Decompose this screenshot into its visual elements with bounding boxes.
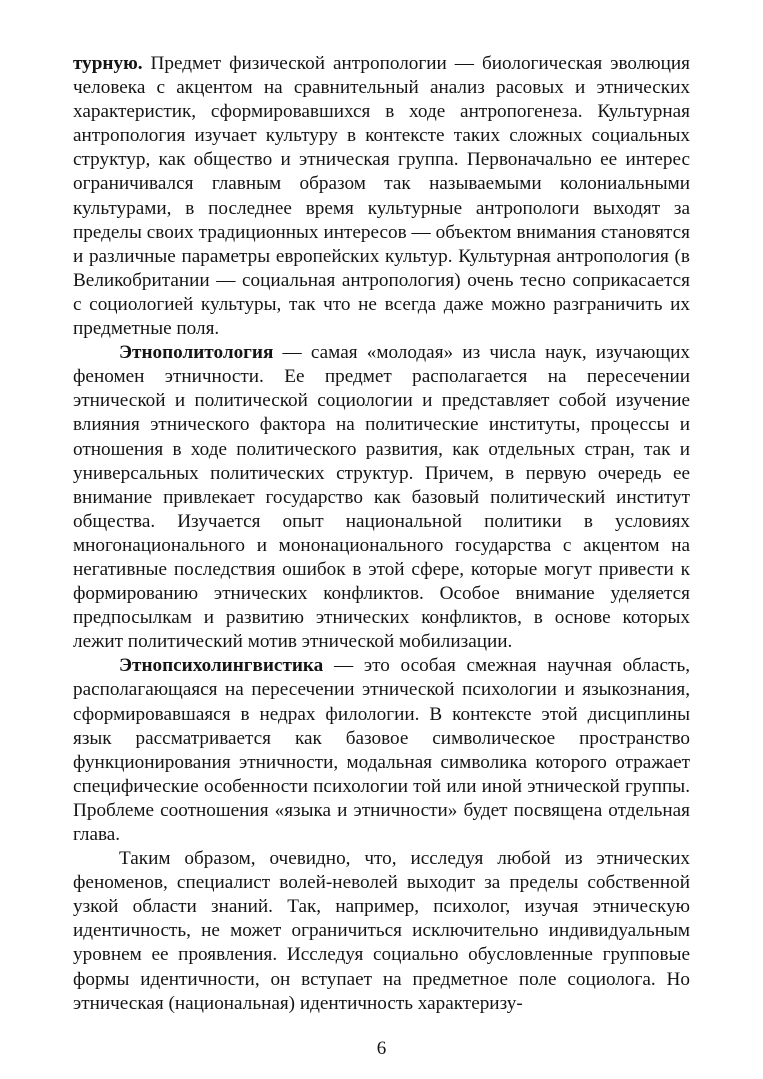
page-body: [73, 52, 690, 1016]
page-number: 6: [376, 1038, 387, 1059]
paragraph-ethnopolitology: [73, 341, 690, 654]
paragraph-physical-anthropology: [73, 52, 690, 341]
paragraph-lead-term: турную.: [73, 53, 143, 74]
paragraph-lead-term: Этнопсихолингвистика: [119, 655, 324, 677]
paragraph-conclusion: [73, 847, 690, 1016]
paragraph-ethnopsycholinguistics: [73, 654, 690, 847]
paragraph-text: Предмет физической антропологии — биологическая эволюция человека с акцентом на сравнительный анализ расовых и этнических характеристик, сформировавшихся в ходе антропогенеза. Культурная антропология изучает культуру в контексте таких сложных социальных структур, как общество и этническая группа. Первоначально ее интерес ограничивался главным образом так называемыми колониальными культурами, в последнее время культурные антропологи выходят за пределы своих традиционных интересов — объектом внимания становятся и различные параметры европейских культур. Культурная антропология (в Великобритании — социальная антропология) очень тесно соприкасается с социологией культуры, так что не всегда даже можно разграничить их предметные поля.: [73, 53, 690, 340]
paragraph-lead-term: Этнополитология: [119, 342, 274, 364]
paragraph-text: Таким образом, очевидно, что, исследуя любой из этнических феноменов, специалист волей-неволей выходит за пределы собственной узкой области знаний. Так, например, психолог, изучая этническую идентичность, не может ограничиться исключительно индивидуальным уровнем ее проявления. Исследуя социально обусловленные групповые формы идентичности, он вступает на предметное поле социолога. Но этническая (национальная) идентичность характеризу-: [73, 848, 690, 1014]
paragraph-text: — самая «молодая» из числа наук, изучающих феномен этничности. Ее предмет располагается на пересечении этнической и политической социологии и представляет собой изучение влияния этнического фактора на политические институты, процессы и отношения в ходе политического развития, как отдельных стран, так и универсальных политических структур. Причем, в первую очередь ее внимание привлекает государство как базовый политический институт общества. Изучается опыт национальной политики в условиях многонационального и мононационального государства с акцентом на негативные последствия ошибок в этой сфере, которые могут привести к формированию этнических конфликтов. Особое внимание уделяется предпосылкам и развитию этнических конфликтов, в основе которых лежит политический мотив этнической мобилизации.: [73, 342, 690, 653]
paragraph-text: — это особая смежная научная область, располагающаяся на пересечении этнической психологии и языкознания, сформировавшаяся в недрах филологии. В контексте этой дисциплины язык рассматривается как базовое символическое пространство функционирования этничности, модальная символика которого отражает специфические особенности психологии той или иной этнической группы. Проблеме соотношения «языка и этничности» будет посвящена отдельная глава.: [73, 655, 690, 845]
